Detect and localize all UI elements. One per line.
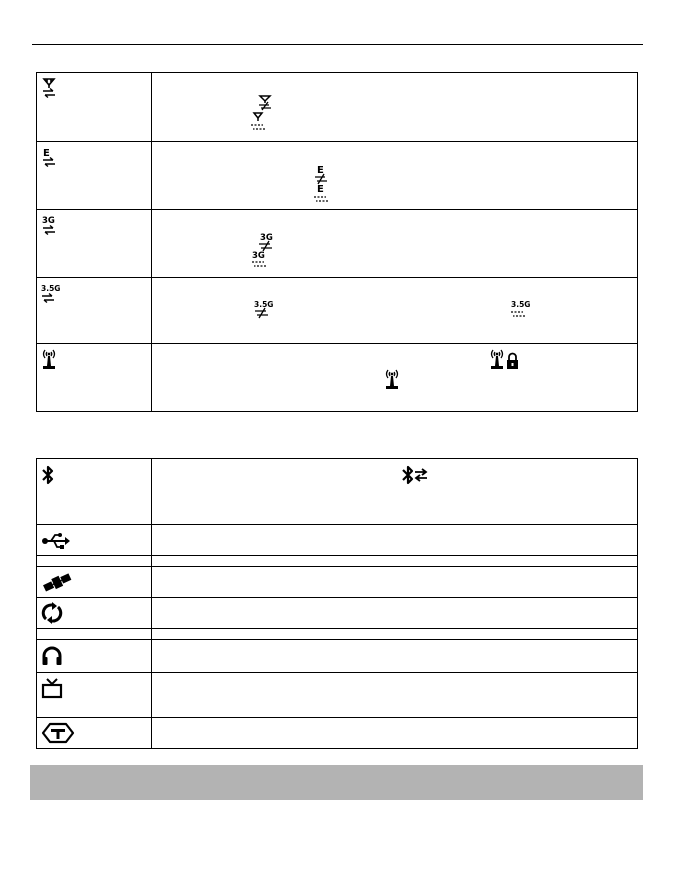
gprs-data-icon <box>41 77 57 99</box>
icon-cell <box>37 640 152 673</box>
table-row <box>37 142 638 210</box>
icon-cell <box>37 142 152 210</box>
svg-text:3G: 3G <box>260 233 273 243</box>
bluetooth-icon <box>41 465 55 485</box>
icon-cell <box>37 278 152 344</box>
svg-text:3G: 3G <box>42 216 55 226</box>
description-cell <box>152 598 638 629</box>
table-row <box>37 567 638 598</box>
svg-text:3.5G: 3.5G <box>41 284 60 293</box>
icon-cell <box>37 344 152 412</box>
3g-multiple-icon <box>250 250 270 270</box>
table-row <box>37 525 638 556</box>
svg-text:E: E <box>43 148 50 159</box>
description-cell <box>152 629 638 640</box>
description-cell <box>152 673 638 718</box>
egprs-data-icon <box>41 146 57 168</box>
icon-cell <box>37 598 152 629</box>
sync-icon <box>41 602 63 624</box>
icon-cell <box>37 718 152 749</box>
usb-icon <box>41 531 71 551</box>
description-cell <box>152 640 638 673</box>
table-row <box>37 629 638 640</box>
description-cell <box>152 459 638 525</box>
description-cell <box>152 718 638 749</box>
svg-text:3.5G: 3.5G <box>254 300 274 309</box>
description-cell <box>152 142 638 210</box>
headset-icon <box>41 645 63 667</box>
tv-out-icon <box>41 677 63 699</box>
table-row <box>37 278 638 344</box>
wlan-available-icon <box>383 368 401 390</box>
bluetooth-transfer-icon <box>401 465 429 485</box>
connectivity-indicators-table <box>36 458 638 749</box>
wlan-encrypted-icon <box>488 348 524 370</box>
hspa-suspended-icon <box>252 299 274 319</box>
footer-bar <box>30 765 643 800</box>
description-cell <box>152 567 638 598</box>
wlan-icon <box>40 348 58 370</box>
icon-cell <box>37 673 152 718</box>
icon-cell <box>37 459 152 525</box>
description-cell <box>152 278 638 344</box>
hspa-data-icon <box>40 282 60 304</box>
description-cell <box>152 73 638 142</box>
egprs-multiple-icon <box>312 182 330 204</box>
icon-cell <box>37 210 152 278</box>
table-row <box>37 556 638 567</box>
table-row <box>37 673 638 718</box>
3g-suspended-icon <box>256 232 276 252</box>
hspa-multiple-icon <box>509 299 531 319</box>
header-rule <box>32 44 643 45</box>
svg-text:E: E <box>317 184 324 195</box>
3g-data-icon <box>41 214 59 236</box>
gprs-suspended-icon <box>256 95 274 111</box>
table-row <box>37 718 638 749</box>
description-cell <box>152 556 638 567</box>
table-row <box>37 598 638 629</box>
svg-text:3.5G: 3.5G <box>511 300 531 309</box>
svg-text:3G: 3G <box>252 251 265 261</box>
text-phone-icon <box>41 722 75 744</box>
table-row <box>37 344 638 412</box>
table-row <box>37 210 638 278</box>
icon-cell <box>37 556 152 567</box>
description-cell <box>152 210 638 278</box>
svg-text:E: E <box>317 165 324 176</box>
table-row <box>37 73 638 142</box>
description-cell <box>152 344 638 412</box>
table-row <box>37 640 638 673</box>
network-indicators-table <box>36 72 638 412</box>
icon-cell <box>37 629 152 640</box>
gps-satellite-icon <box>41 571 73 593</box>
icon-cell <box>37 525 152 556</box>
table-row <box>37 459 638 525</box>
icon-cell <box>37 567 152 598</box>
icon-cell <box>37 73 152 142</box>
gprs-multiple-icon <box>249 112 267 132</box>
description-cell <box>152 525 638 556</box>
